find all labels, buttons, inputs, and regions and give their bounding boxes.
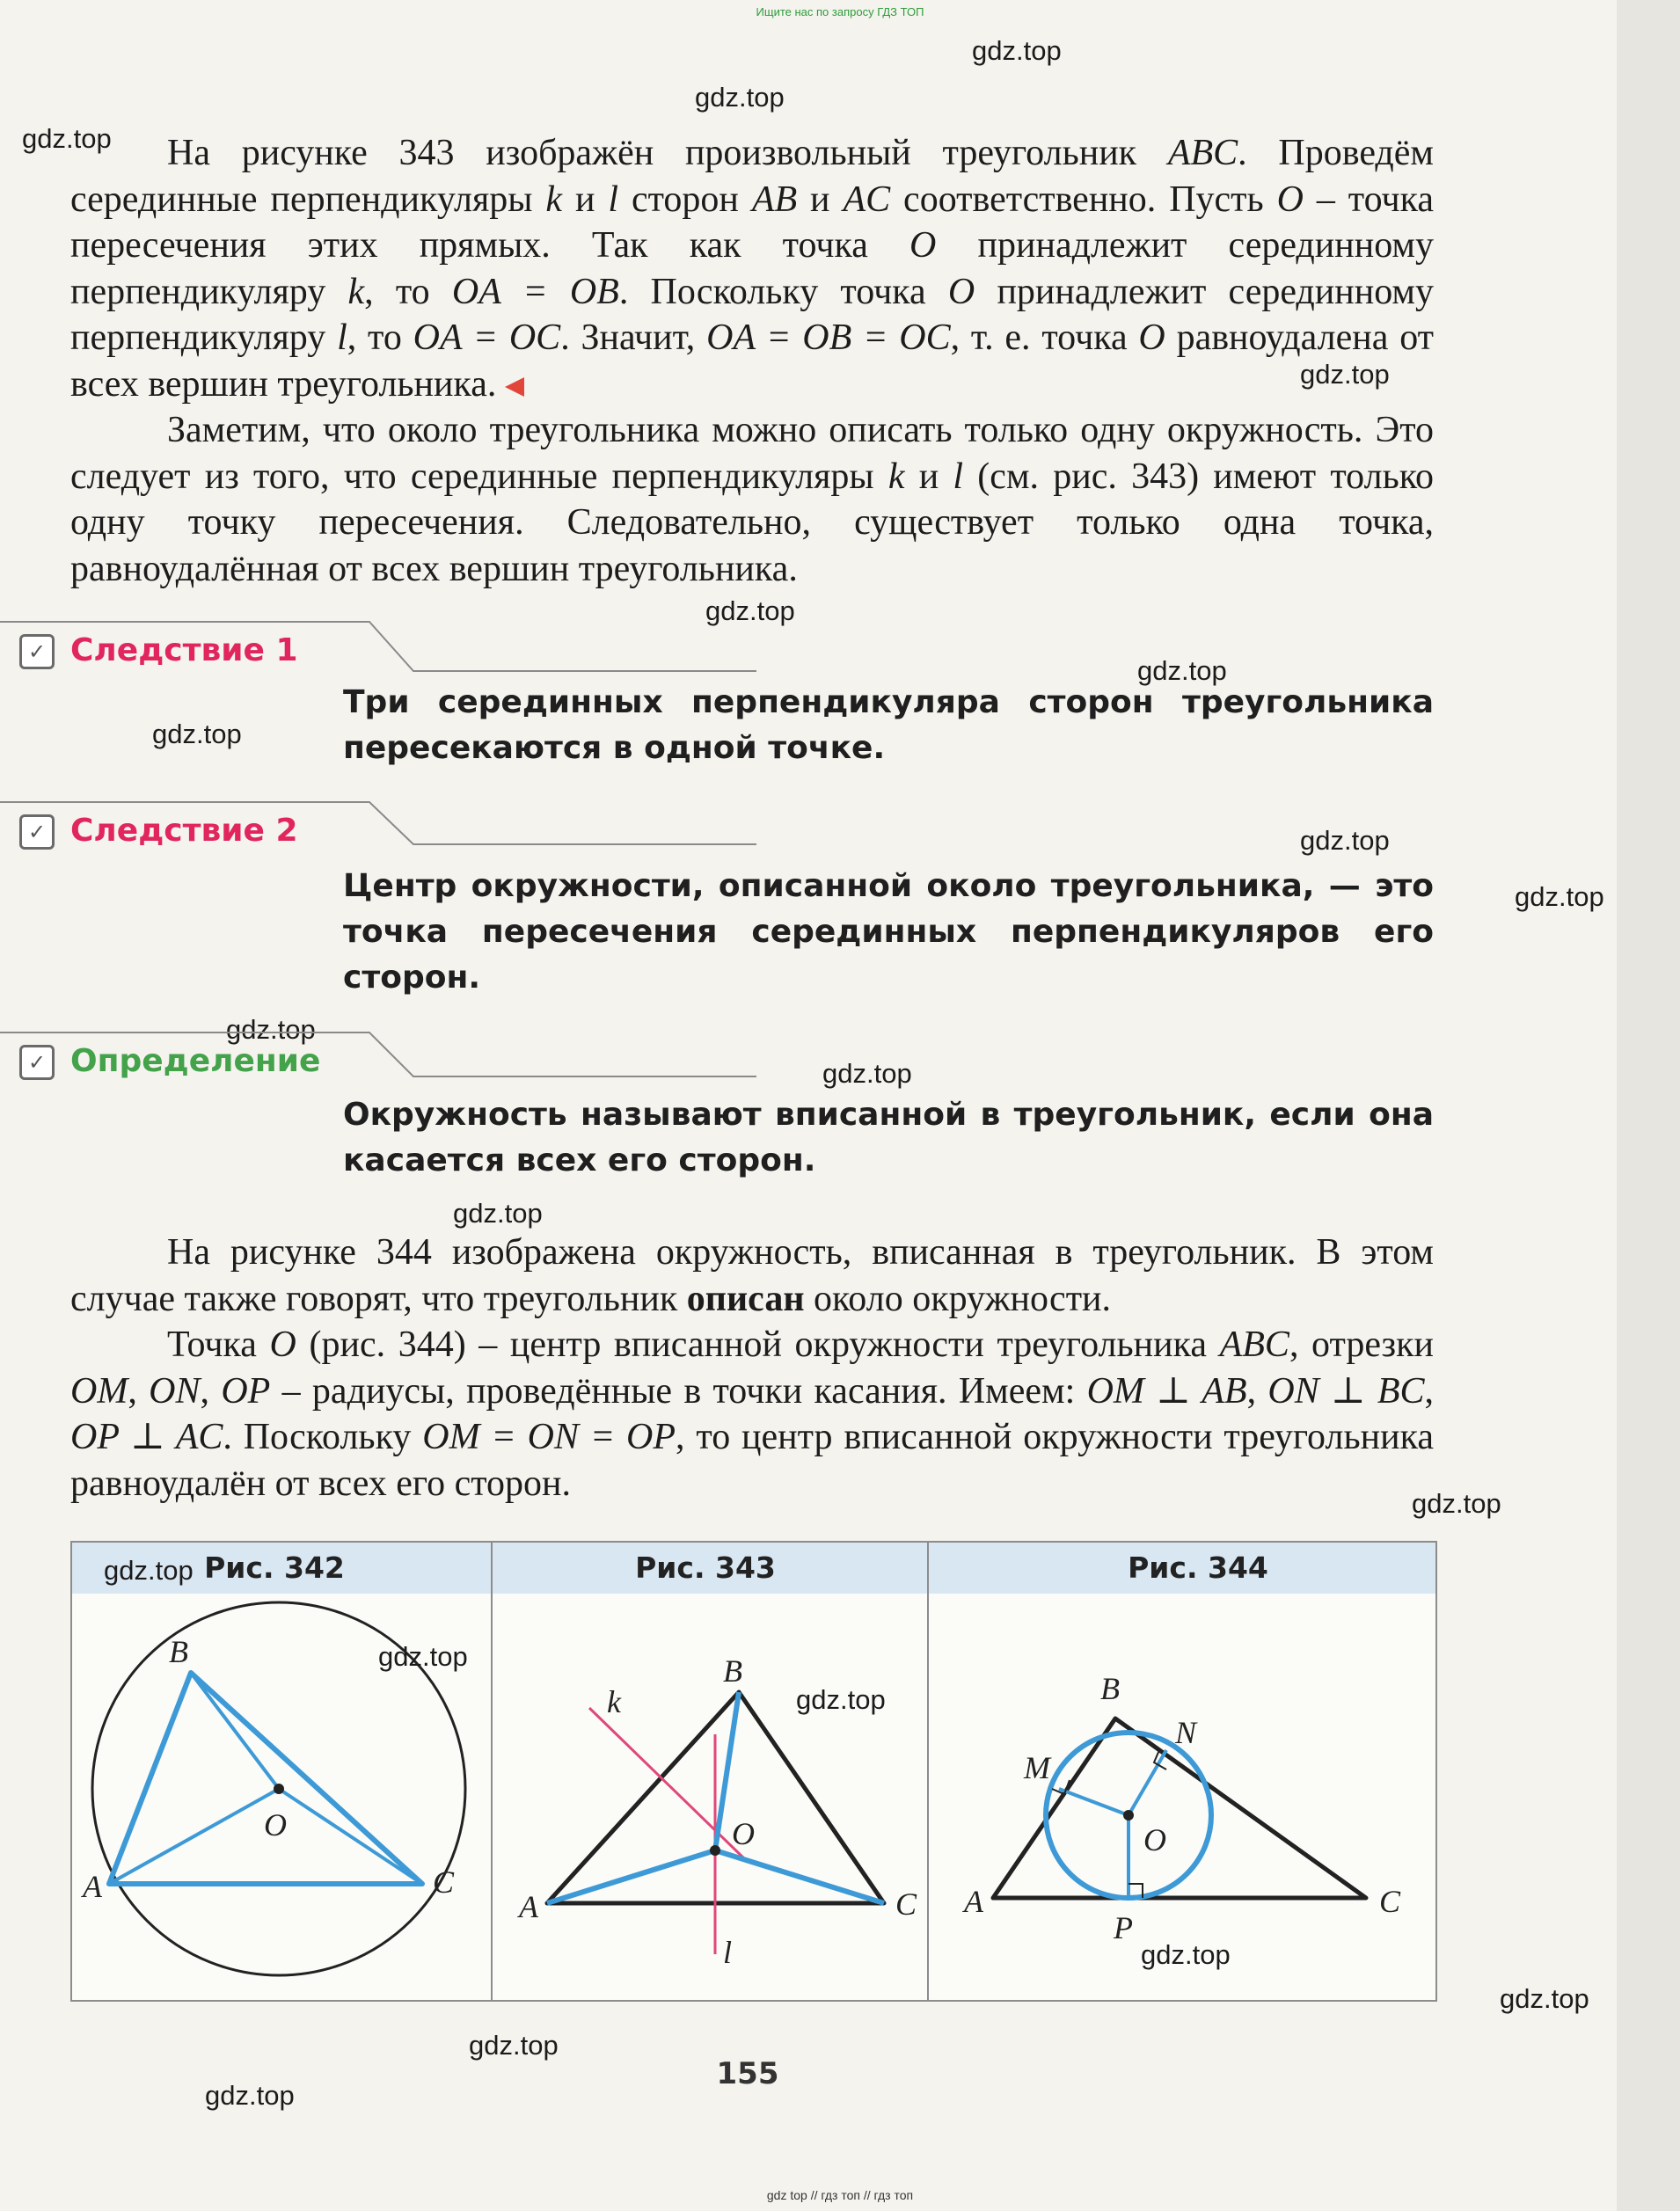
watermark: gdz.top: [453, 1198, 543, 1229]
paragraph-4: Точка O (рис. 344) – центр вписанной окружности треугольника ABC, отрезки OM, ON, OP – радиусы, проведённые в точки касания. Имеем: OM ⊥ AB, ON ⊥ BC, OP ⊥ AC. Поскольку OM = ON = OP, то центр вписанной окружности треугольника равноудалён от всех его сторон.: [70, 1324, 1435, 1504]
bottom-banner: gdz top // гдз топ // гдз топ: [766, 2188, 914, 2202]
watermark: gdz.top: [1500, 1983, 1589, 2014]
fig-343-caption: Рис. 343: [635, 1551, 776, 1585]
label-p: P: [1114, 1910, 1133, 1945]
page-edge-shadow: [1617, 0, 1680, 2211]
radius-oa: [109, 1789, 279, 1884]
check-icon: ✓: [19, 1045, 55, 1080]
end-of-proof-marker: [505, 377, 524, 397]
page-number: 155: [716, 2056, 779, 2091]
paragraph-3: На рисунке 344 изображена окружность, вписанная в треугольник. В этом случае также говорят, что треугольник описан около окружности.: [70, 1232, 1434, 1319]
segment-oc: [715, 1850, 884, 1903]
label-a: A: [964, 1884, 983, 1919]
label-o: O: [732, 1816, 755, 1851]
watermark: gdz.top: [378, 1641, 468, 1672]
watermark: gdz.top: [1141, 1939, 1231, 1970]
watermark: gdz.top: [972, 35, 1062, 66]
fig-344-caption: Рис. 344: [1128, 1551, 1268, 1585]
label-k: k: [607, 1684, 621, 1719]
label-b: B: [723, 1653, 742, 1689]
check-icon: ✓: [19, 634, 55, 669]
center-point-o: [1123, 1810, 1134, 1821]
watermark: gdz.top: [205, 2080, 295, 2111]
label-n: N: [1175, 1715, 1197, 1750]
label-b: B: [1100, 1671, 1120, 1706]
watermark: gdz.top: [796, 1684, 886, 1715]
corollary-2-text: Центр окружности, описанной около треугольника, — это точка пересечения серединных перпендикуляров его сторон.: [343, 868, 1434, 996]
definition-text: Окружность называют вписанной в треугольник, если она касается всех его сторон.: [343, 1097, 1434, 1178]
watermark: gdz.top: [226, 1014, 316, 1045]
watermark: gdz.top: [104, 1555, 194, 1586]
top-banner: Ищите нас по запросу ГДЗ ТОП: [756, 5, 924, 18]
label-l: l: [723, 1935, 733, 1970]
radius-oc: [279, 1789, 422, 1884]
fig-342-caption: Рис. 342: [204, 1551, 345, 1585]
definition-label: Определение: [70, 1043, 321, 1079]
label-b: B: [169, 1634, 188, 1669]
label-o: O: [264, 1807, 287, 1842]
watermark: gdz.top: [1300, 359, 1390, 390]
label-a: A: [83, 1869, 102, 1904]
label-m: M: [1024, 1750, 1050, 1785]
radius-on: [1129, 1750, 1166, 1815]
corollary-2-label: Следствие 2: [70, 813, 298, 849]
watermark: gdz.top: [22, 123, 112, 154]
fig-343-drawing: [493, 1594, 927, 2000]
watermark: gdz.top: [695, 82, 785, 113]
center-point-o: [274, 1784, 284, 1794]
label-c: C: [895, 1886, 917, 1922]
watermark: gdz.top: [822, 1058, 912, 1089]
label-c: C: [433, 1864, 455, 1900]
radius-ob: [191, 1673, 279, 1789]
paragraph-2: Заметим, что около треугольника можно описать только одну окружность. Это следует из того, что серединные перпендикуляры k и l (см. рис. 343) имеют только одну точку пересечения. Следовательно, существует только одна точка, равноудалённая от всех вершин треугольника.: [70, 410, 1434, 589]
radius-om: [1059, 1789, 1129, 1815]
watermark: gdz.top: [705, 595, 795, 626]
watermark: gdz.top: [1412, 1488, 1501, 1519]
label-a: A: [519, 1889, 538, 1924]
check-icon: ✓: [19, 814, 55, 850]
center-point-o: [710, 1845, 720, 1856]
corollary-1-label: Следствие 1: [70, 632, 298, 668]
label-c: C: [1379, 1884, 1401, 1919]
watermark: gdz.top: [1515, 881, 1604, 912]
paragraph-1: На рисунке 343 изображён произвольный треугольник ABC. Проведём серединные перпендикуляры k и l сторон AB и AC соответственно. Пусть O – точка пересечения этих прямых. Так как точка O принадлежит серединному перпендикуляру k, то OA = OB. Поскольку точка O принадлежит серединному перпендикуляру l, то OA = OC. Значит, OA = OB = OC, т. е. точка O равноудалена от всех вершин треугольника.: [70, 133, 1435, 405]
watermark: gdz.top: [469, 2030, 559, 2061]
label-o: O: [1143, 1822, 1166, 1857]
figures-table: [70, 1541, 1437, 2002]
watermark: gdz.top: [1300, 825, 1390, 856]
watermark: gdz.top: [1137, 655, 1227, 686]
corollary-1-text: Три серединных перпендикуляра сторон треугольника пересекаются в одной точке.: [343, 684, 1434, 766]
watermark: gdz.top: [152, 719, 242, 749]
